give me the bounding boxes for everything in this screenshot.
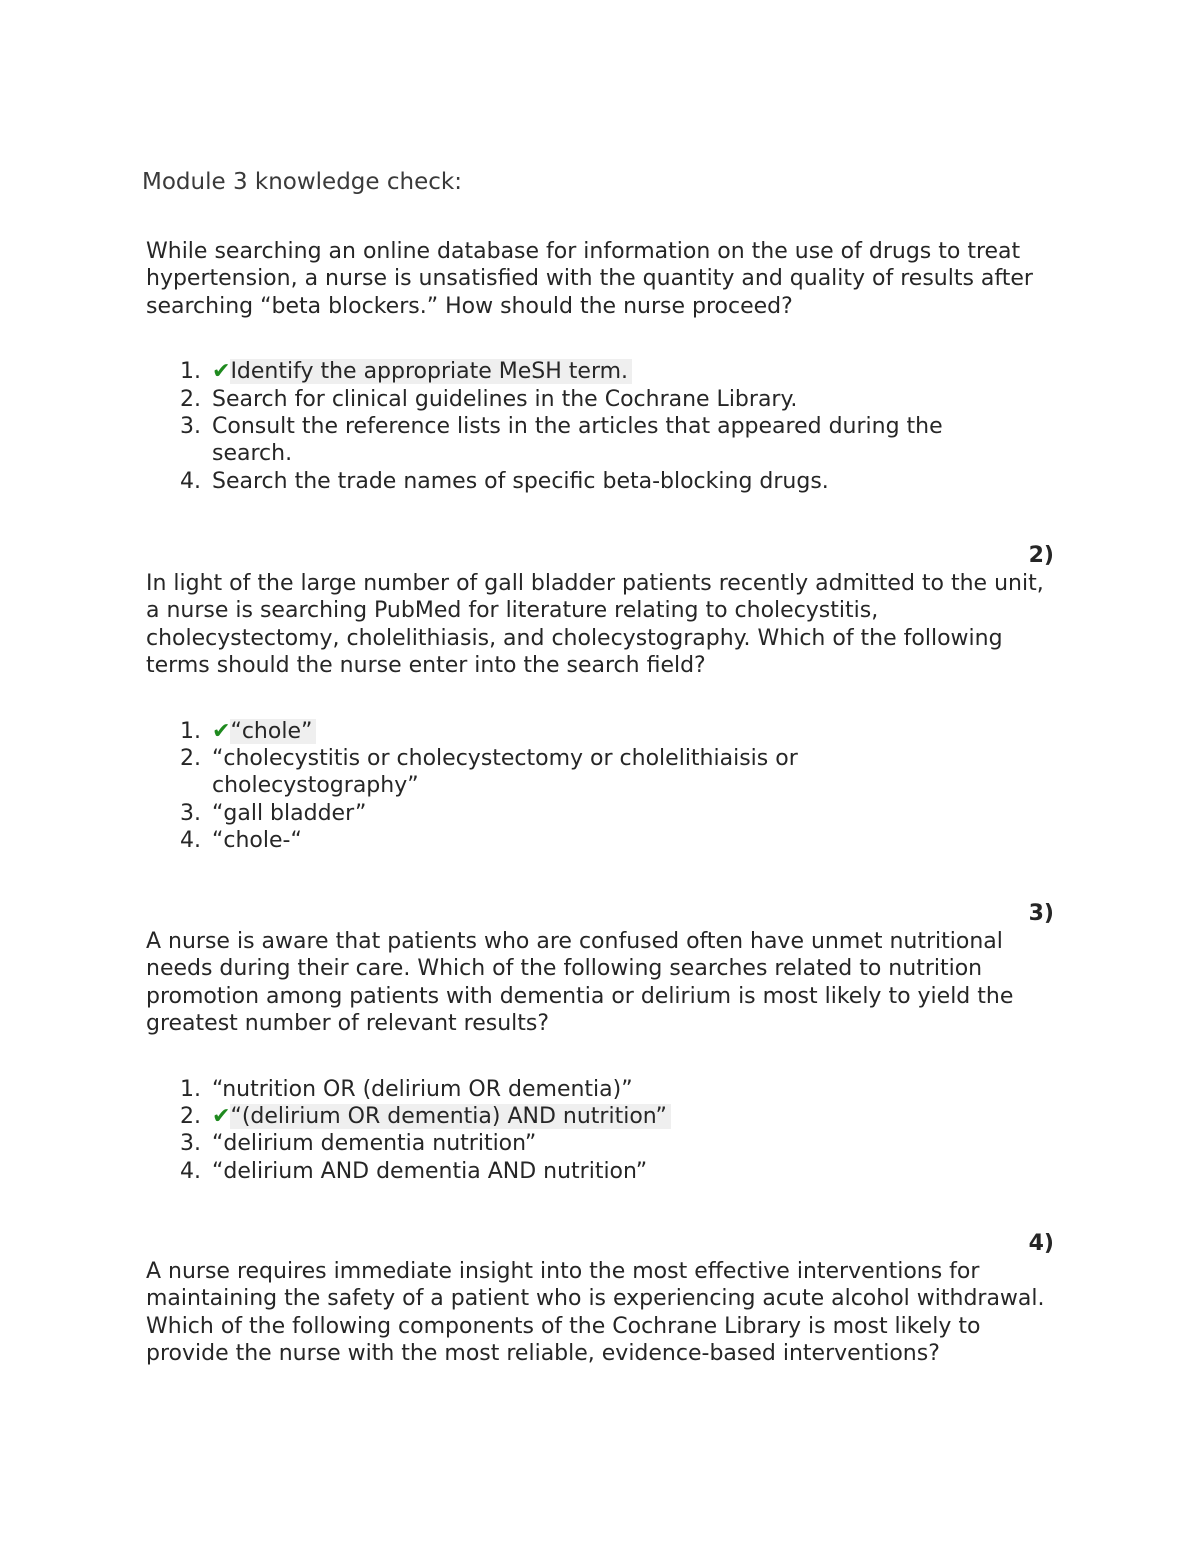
question-text: In light of the large number of gall bladder patients recently admitted to the unit, a nurse is searching PubMed for literature relating to cholecystitis, cholecystectomy, cholelithiasis, and cholecystography. Which of the following terms should the nurse enter into the search field? — [146, 571, 1044, 679]
question-text: A nurse is aware that patients who are confused often have unmet nutritional needs during their care. Which of the following searches related to nutrition promotion among patients with dementia or delirium is most likely to yield the greatest number of relevant results? — [146, 929, 1014, 1037]
question-number: 2) — [1028, 543, 1054, 568]
option-number: 1. — [180, 718, 201, 744]
question-text: While searching an online database for information on the use of drugs to treat hypertension, a nurse is unsatisfied with the quantity and quality of results after searching “beta blockers.” How should the nurse proceed? — [146, 239, 1033, 319]
option-text: “(delirium OR dementia) AND nutrition” — [230, 1104, 670, 1129]
option-text: “chole” — [230, 719, 316, 744]
option-text: “chole-“ — [212, 828, 302, 854]
answer-option — [146, 800, 1002, 827]
answer-options — [146, 1076, 1058, 1186]
option-text: “delirium dementia nutrition” — [212, 1131, 537, 1157]
option-text: Consult the reference lists in the articles that appeared during the search. — [212, 414, 943, 467]
answer-option — [146, 386, 1002, 413]
question-text: A nurse requires immediate insight into the most effective interventions for maintaining the safety of a patient who is experiencing acute alcohol withdrawal. Which of the following components of the Cochrane Library is most likely to provide the nurse with the most reliable, evidence-based interventions? — [146, 1259, 1045, 1367]
option-number: 2. — [180, 386, 201, 412]
answer-option — [146, 413, 1002, 468]
question-number: 3) — [1028, 901, 1054, 926]
option-text: Search the trade names of specific beta-blocking drugs. — [212, 468, 829, 494]
option-text: Identify the appropriate MeSH term. — [230, 359, 632, 384]
correct-check-icon: ✔ — [212, 1104, 231, 1130]
option-number: 1. — [180, 359, 201, 385]
answer-option — [146, 1130, 1002, 1157]
answer-options — [146, 358, 1058, 495]
question-number: 4) — [1028, 1231, 1054, 1256]
answer-option — [146, 745, 1002, 800]
option-number: 3. — [180, 1131, 201, 1157]
answer-option — [146, 358, 1002, 385]
option-number: 1. — [180, 1076, 201, 1102]
option-text: “delirium AND dementia AND nutrition” — [212, 1158, 648, 1184]
option-number: 3. — [180, 414, 201, 440]
question-2 — [146, 542, 1058, 855]
question-1 — [146, 238, 1058, 495]
option-number: 4. — [180, 468, 201, 494]
option-text: “nutrition OR (delirium OR dementia)” — [212, 1076, 633, 1102]
correct-check-icon: ✔ — [212, 359, 231, 385]
option-number: 4. — [180, 1158, 201, 1184]
answer-option — [146, 1076, 1002, 1103]
correct-check-icon: ✔ — [212, 718, 231, 744]
question-3 — [146, 900, 1058, 1185]
page-title: Module 3 knowledge check: — [142, 169, 462, 195]
answer-option — [146, 468, 1002, 495]
question-4 — [146, 1230, 1058, 1368]
option-number: 4. — [180, 828, 201, 854]
option-text: “gall bladder” — [212, 800, 367, 826]
answer-option — [146, 1103, 1002, 1130]
option-number: 3. — [180, 800, 201, 826]
option-text: “cholecystitis or cholecystectomy or cholelithiaisis or cholecystography” — [212, 746, 798, 799]
option-number: 2. — [180, 746, 201, 772]
answer-options — [146, 718, 1058, 855]
option-number: 2. — [180, 1104, 201, 1130]
answer-option — [146, 1158, 1002, 1185]
option-text: Search for clinical guidelines in the Cochrane Library. — [212, 386, 798, 412]
answer-option — [146, 827, 1002, 854]
answer-option — [146, 718, 1002, 745]
